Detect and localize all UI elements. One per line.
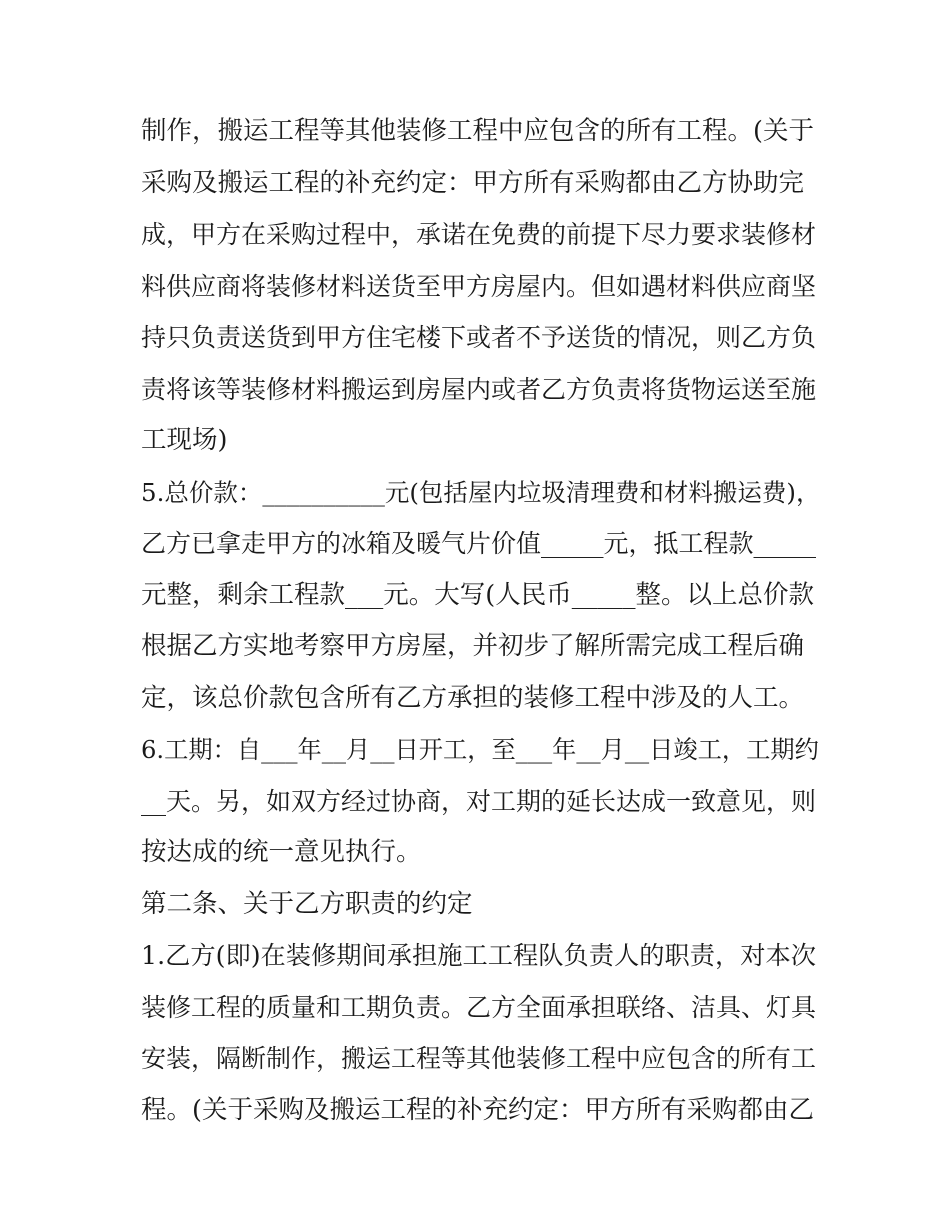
text-line: 程。(关于采购及搬运工程的补充约定：甲方所有采购都由乙 bbox=[141, 1094, 814, 1125]
text-line: 安装，隔断制作，搬运工程等其他装修工程中应包含的所有工 bbox=[141, 1044, 817, 1073]
section-heading: 第二条、关于乙方职责的约定 bbox=[141, 888, 473, 919]
text-line: 乙方已拿走甲方的冰箱及暖气片价值_____元，抵工程款_____ bbox=[141, 529, 817, 558]
text-line: 5.总价款：__________元(包括屋内垃圾清理费和材料搬运费)， bbox=[141, 477, 821, 507]
text-line: 采购及搬运工程的补充约定：甲方所有采购都由乙方协助完 bbox=[141, 167, 805, 198]
text-line: 根据乙方实地考察甲方房屋，并初步了解所需完成工程后确 bbox=[141, 631, 805, 661]
text-line: __天。另，如双方经过协商，对工期的延长达成一致意见，则 bbox=[141, 786, 817, 816]
text-line: 责将该等装修材料搬运到房屋内或者乙方负责将货物运送至施 bbox=[141, 374, 817, 404]
text-line: 成，甲方在采购过程中，承诺在免费的前提下尽力要求装修材 bbox=[141, 220, 817, 249]
text-line: 元整，剩余工程款___元。大写(人民币_____整。以上总价款 bbox=[141, 579, 814, 610]
text-line: 6.工期：自___年__月__日开工，至___年__月__日竣工，工期约 bbox=[141, 735, 819, 764]
text-line: 制作，搬运工程等其他装修工程中应包含的所有工程。(关于 bbox=[141, 116, 814, 146]
text-line: 1.乙方(即)在装修期间承担施工工程队负责人的职责，对本次 bbox=[141, 941, 817, 970]
text-line: 工现场) bbox=[141, 425, 228, 455]
text-line: 按达成的统一意见执行。 bbox=[141, 837, 422, 867]
document-body bbox=[141, 106, 821, 1136]
text-line: 定，该总价款包含所有乙方承担的装修工程中涉及的人工。 bbox=[141, 682, 805, 713]
text-line: 料供应商将装修材料送货至甲方房屋内。但如遇材料供应商坚 bbox=[141, 271, 817, 301]
text-line: 持只负责送货到甲方住宅楼下或者不予送货的情况，则乙方负 bbox=[141, 323, 817, 352]
text-line: 装修工程的质量和工期负责。乙方全面承担联络、洁具、灯具 bbox=[141, 992, 817, 1022]
